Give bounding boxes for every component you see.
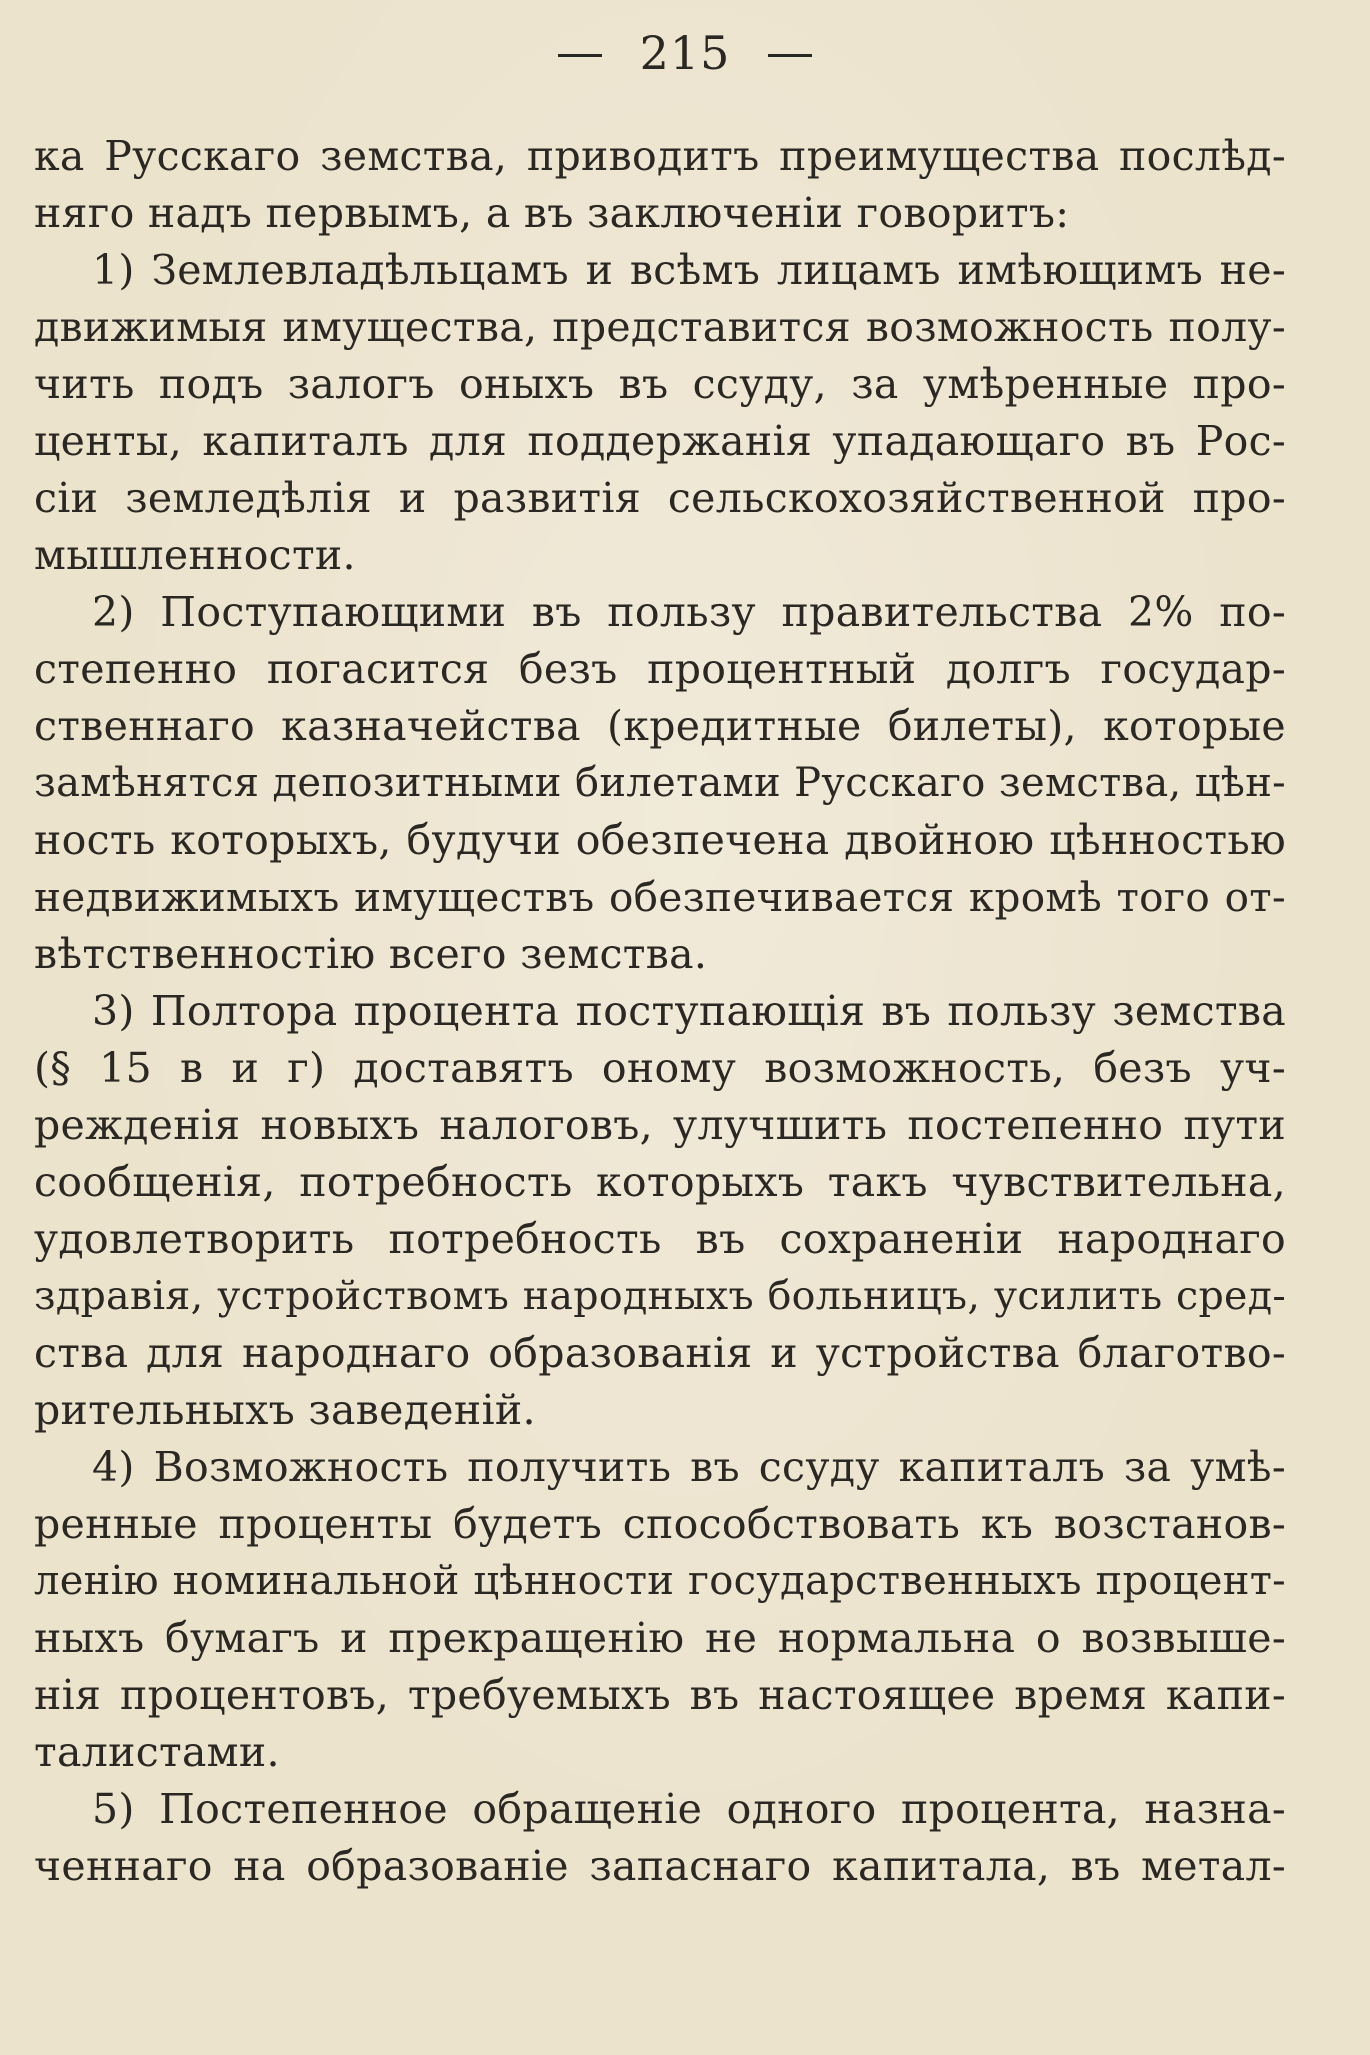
text-line: 4) Возможность получить въ ссуду капиталъ за умѣ-	[92, 1443, 1286, 1491]
text-line: ка Русскаго земства, приводитъ преимущества послѣд-	[34, 132, 1286, 180]
text-line: движимыя имущества, представится возможность полу-	[34, 303, 1286, 351]
text-line: недвижимыхъ имуществъ обезпечивается кромѣ того от-	[34, 873, 1286, 921]
text-line: режденія новыхъ налоговъ, улучшить постепенно пути	[34, 1101, 1286, 1149]
text-line: талистами.	[34, 1728, 280, 1776]
paragraph-point-5	[34, 1781, 1286, 1895]
text-line: 1) Землевладѣльцамъ и всѣмъ лицамъ имѣющимъ не-	[92, 246, 1286, 294]
header-dash-left	[558, 54, 602, 57]
text-line: здравія, устройствомъ народныхъ больницъ, усилить сред-	[34, 1273, 1286, 1319]
text-line: степенно погасится безъ процентный долгъ государ-	[34, 645, 1286, 693]
text-line: замѣнятся депозитными билетами Русскаго земства, цѣн-	[34, 760, 1286, 806]
text-line: (§ 15 в и г) доставятъ оному возможность, безъ уч-	[34, 1044, 1286, 1092]
text-line: ленію номинальной цѣнности государственныхъ процент-	[34, 1558, 1286, 1604]
paragraph-intro	[34, 128, 1286, 242]
text-line: вѣтственностію всего земства.	[34, 930, 708, 978]
text-line: нія процентовъ, требуемыхъ въ настоящее время капи-	[34, 1671, 1286, 1719]
text-line: 5) Постепенное обращеніе одного процента, назна-	[92, 1785, 1286, 1833]
text-line: мышленности.	[34, 531, 356, 579]
text-line: сіи земледѣлія и развитія сельскохозяйственной про-	[34, 474, 1286, 522]
page-number: 215	[639, 26, 731, 80]
text-line: ренные проценты будетъ способствовать къ возстанов-	[34, 1500, 1286, 1548]
text-line: няго надъ первымъ, а въ заключеніи говоритъ:	[34, 189, 1070, 237]
text-line: центы, капиталъ для поддержанія упадающаго въ Рос-	[34, 417, 1286, 465]
paragraph-point-2	[34, 584, 1286, 983]
text-line: ченнаго на образованіе запаснаго капитала, въ метал-	[34, 1842, 1286, 1890]
text-line: чить подъ залогъ оныхъ въ ссуду, за умѣренные про-	[34, 360, 1286, 408]
text-line: ственнаго казначейства (кредитные билеты), которые	[34, 702, 1286, 750]
text-line: ства для народнаго образованія и устройства благотво-	[34, 1329, 1286, 1377]
page-body	[34, 128, 1286, 1895]
header-dash-right	[768, 54, 812, 57]
paragraph-point-4	[34, 1439, 1286, 1781]
text-line: удовлетворить потребность въ сохраненіи народнаго	[34, 1215, 1286, 1263]
text-line: сообщенія, потребность которыхъ такъ чувствительна,	[34, 1158, 1286, 1206]
paragraph-point-3	[34, 983, 1286, 1439]
text-line: ныхъ бумагъ и прекращенію не нормальна о возвыше-	[34, 1614, 1286, 1662]
paragraph-point-1	[34, 242, 1286, 584]
page-header	[0, 18, 1370, 88]
text-line: 2) Поступающими въ пользу правительства 2% по-	[92, 588, 1286, 636]
text-line: ность которыхъ, будучи обезпечена двойною цѣнностью	[34, 816, 1286, 864]
text-line: 3) Полтора процента поступающія въ пользу земства	[92, 987, 1286, 1035]
text-line: рительныхъ заведеній.	[34, 1386, 536, 1434]
